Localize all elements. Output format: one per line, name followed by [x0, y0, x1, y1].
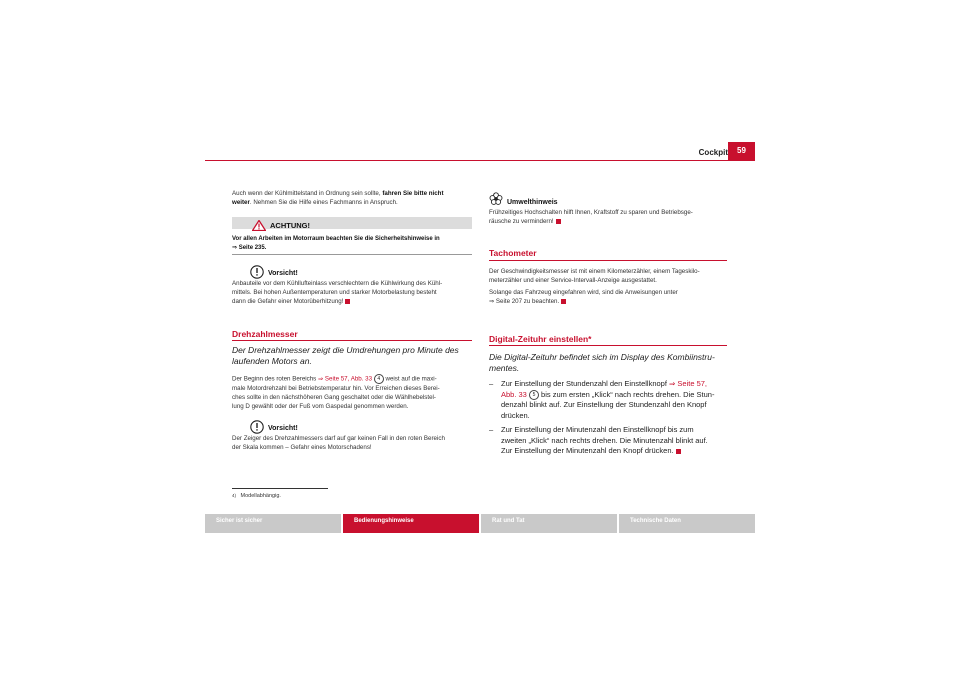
- footnote-rule: [232, 488, 328, 489]
- clock-intro-line-2: mentes.: [489, 363, 520, 373]
- section-rule: [232, 340, 472, 341]
- figure-link[interactable]: Abb. 33: [501, 389, 527, 399]
- intro-text-2: . Nehmen Sie die Hilfe eines Fachmanns in Anspruch.: [249, 199, 398, 206]
- callout-badge: 5: [529, 390, 539, 400]
- section-intro: [232, 345, 477, 367]
- step1-line-3: denzahl blinkt auf. Zur Einstellung der Stundenzahl den Knopf: [501, 400, 707, 409]
- section-title-clock: Digital-Zeituhr einstellen*: [489, 334, 592, 344]
- clock-intro: [489, 352, 734, 374]
- body-text-2: weist auf die maxi-: [383, 375, 437, 383]
- section-end-icon: [556, 219, 561, 224]
- section-rule-clock: [489, 345, 727, 346]
- step2-line-3: Zur Einstellung der Minutenzahl den Knopf drücken.: [501, 446, 674, 455]
- warning-line-2: ⇒ Seite 235.: [232, 245, 267, 251]
- page-link[interactable]: ⇒ Seite 57,: [669, 379, 708, 388]
- caution-text-2: [232, 434, 480, 452]
- warning-triangle-icon: [252, 218, 266, 236]
- footnote: [232, 493, 281, 499]
- step1-text-2: bis zum ersten „Klick“ nach rechts drehen. Die Stun-: [538, 389, 715, 399]
- step-dash-2: –: [489, 425, 494, 434]
- section-intro-line-1: Der Drehzahlmesser zeigt die Umdrehungen pro Minute des: [232, 345, 459, 355]
- header-rule: [205, 160, 755, 161]
- caution2-line-1: Der Zeiger des Drehzahlmessers darf auf gar keinen Fall in den roten Bereich: [232, 435, 445, 442]
- warning-line-1: Vor allen Arbeiten im Motorraum beachten Sie die Sicherheitshinweise in: [232, 236, 440, 242]
- step-1: [501, 379, 741, 421]
- section-end-icon: [345, 299, 350, 304]
- drehzahl-body: [232, 374, 480, 411]
- section-intro-line-2: laufenden Motors an.: [232, 356, 312, 366]
- caution-text: [232, 279, 477, 306]
- step-dash-1: –: [489, 379, 494, 388]
- section-rule-tacho: [489, 260, 727, 261]
- step2-line-2: zweiten „Klick“ nach rechts drehen. Die Minutenzahl blinkt auf.: [501, 435, 708, 445]
- caution2-line-2: der Skala kommen – Gefahr eines Motorschadens!: [232, 444, 372, 451]
- page-link[interactable]: ⇒ Seite 57, Abb. 33: [318, 375, 373, 383]
- caution-line-1: Anbauteile vor dem Kühllufteinlass verschlechtern die Kühlwirkung des Kühl-: [232, 280, 443, 287]
- step1-text: Zur Einstellung der Stundenzahl den Einstellknopf: [501, 379, 670, 388]
- tab-bedienungshinweise[interactable]: Bedienungshinweise: [343, 514, 479, 533]
- footnote-text: Modellabhängig.: [240, 493, 281, 499]
- tab-rat-und-tat[interactable]: Rat und Tat: [481, 514, 617, 533]
- caution-line-2: mittels. Bei hohen Außentemperaturen und starker Motorbelastung besteht: [232, 289, 437, 296]
- callout-badge: 4: [374, 374, 384, 384]
- tacho-line-3: Solange das Fahrzeug eingefahren wird, sind die Anweisungen unter: [489, 289, 678, 296]
- warning-bottom-rule: [232, 254, 472, 255]
- page-number: 59: [728, 142, 755, 160]
- tacho-line-1: Der Geschwindigkeitsmesser ist mit einem Kilometerzähler, einem Tageskilo-: [489, 268, 700, 275]
- intro-bold: fahren Sie bitte nicht: [382, 190, 444, 197]
- intro-bold-2: weiter: [232, 199, 250, 206]
- step-2: [501, 425, 741, 457]
- warning-text: [232, 235, 477, 253]
- environment-text: [489, 208, 739, 226]
- body-line-2: male Motordrehzahl bei Betriebstemperatur hin. Vor Erreichen dieses Berei-: [232, 385, 440, 392]
- footnote-mark: 4): [232, 493, 237, 498]
- env-line-2: räusche zu vermindern!: [489, 218, 554, 225]
- caution-title-2: Vorsicht!: [268, 425, 298, 432]
- tacho-line-2: meterzähler und einer Service-Intervall-Anzeige ausgestattet.: [489, 277, 657, 284]
- body-text: Der Beginn des roten Bereichs: [232, 375, 318, 383]
- section-end-icon: [676, 449, 681, 454]
- tacho-line-4: ⇒ Seite 207 zu beachten.: [489, 298, 560, 305]
- clock-intro-line-1: Die Digital-Zeituhr befindet sich im Display des Kombiinstru-: [489, 352, 715, 362]
- caution-line-3: dann die Gefahr einer Motorüberhitzung!: [232, 298, 344, 305]
- environment-title: Umwelthinweis: [507, 199, 558, 206]
- env-line-1: Frühzeitiges Hochschalten hilft Ihnen, Kraftstoff zu sparen und Betriebsge-: [489, 209, 693, 216]
- warning-title: ACHTUNG!: [270, 221, 310, 230]
- caution-title: Vorsicht!: [268, 270, 298, 277]
- intro-paragraph: [232, 189, 477, 207]
- step2-line-1: Zur Einstellung der Minutenzahl den Einstellknopf bis zum: [501, 425, 694, 434]
- tab-technische-daten[interactable]: Technische Daten: [619, 514, 755, 533]
- tacho-text: [489, 267, 739, 306]
- intro-text: Auch wenn der Kühlmittelstand in Ordnung sein sollte,: [232, 190, 383, 197]
- tab-sicher-ist-sicher[interactable]: Sicher ist sicher: [205, 514, 341, 533]
- body-line-4: lung D gewählt oder der Fuß vom Gaspedal genommen werden.: [232, 403, 409, 410]
- warning-header-bar: [232, 217, 472, 229]
- section-end-icon: [561, 299, 566, 304]
- body-line-3: ches sollte in den nächsthöheren Gang geschaltet oder die Wählhebelstel-: [232, 394, 436, 401]
- step1-line-4: drücken.: [501, 410, 530, 420]
- section-title-drehzahlmesser: Drehzahlmesser: [232, 329, 298, 339]
- section-title-tachometer: Tachometer: [489, 248, 537, 258]
- header-title: Cockpit: [698, 148, 728, 157]
